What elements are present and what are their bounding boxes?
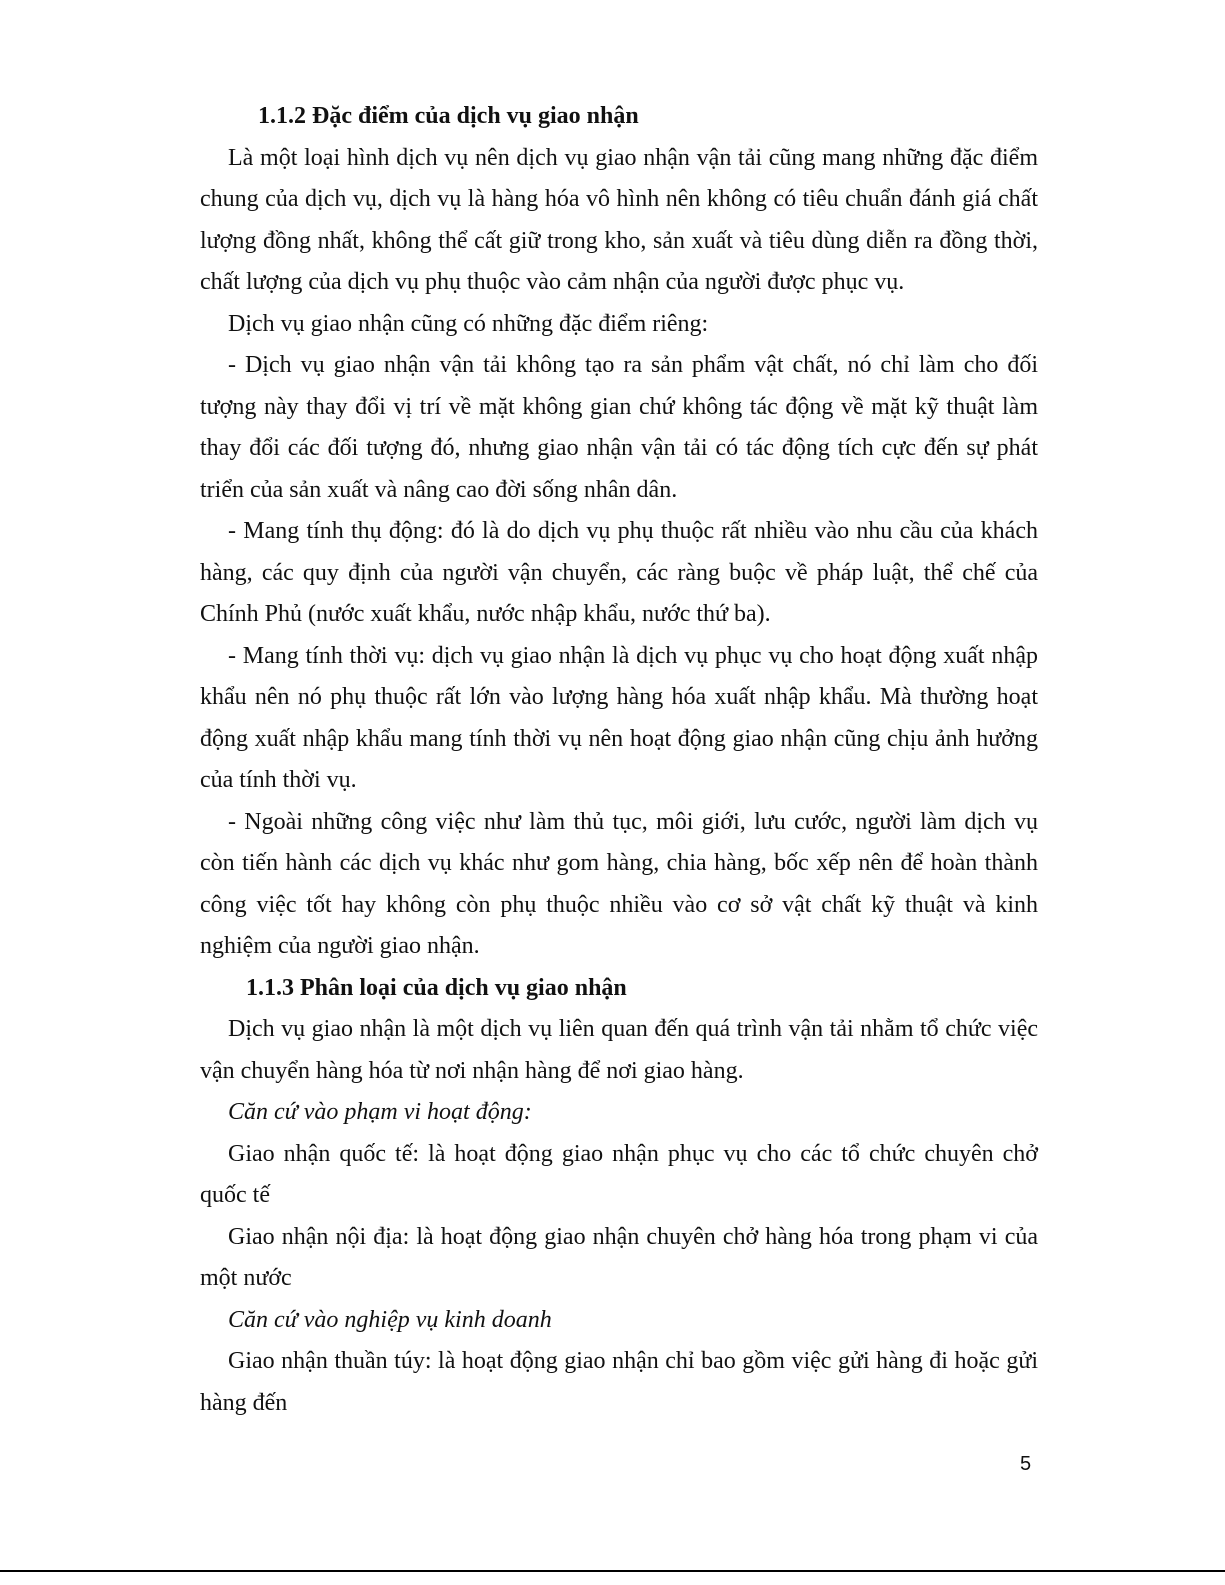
text-line: vận chuyển hàng hóa từ nơi nhận hàng để nơi giao hàng. xyxy=(200,1057,744,1084)
criterion-scope: Căn cứ vào phạm vi hoạt động: xyxy=(228,1099,532,1125)
text-line: tượng này thay đổi vị trí về mặt không gian chứ không tác động về mặt kỹ thuật làm xyxy=(200,393,1038,420)
text-line: của tính thời vụ. xyxy=(200,767,357,793)
text-line: lượng đồng nhất, không thể cất giữ trong kho, sản xuất và tiêu dùng diễn ra đồng thời, xyxy=(200,227,1038,254)
text-line: Chính Phủ (nước xuất khẩu, nước nhập khẩu, nước thứ ba). xyxy=(200,601,771,627)
paragraph-classification-intro xyxy=(200,1009,1038,1092)
bullet-seasonal xyxy=(200,636,1038,802)
text-line: Giao nhận quốc tế: là hoạt động giao nhận phục vụ cho các tổ chức chuyên chở xyxy=(228,1140,1038,1167)
text-line: còn tiến hành các dịch vụ khác như gom hàng, chia hàng, bốc xếp nên để hoàn thành xyxy=(200,850,1038,876)
page-number: 5 xyxy=(1020,1453,1032,1475)
text-line: chung của dịch vụ, dịch vụ là hàng hóa vô hình nên không có tiêu chuẩn đánh giá chất xyxy=(200,186,1038,212)
bullet-other-services xyxy=(200,802,1038,968)
text-line: - Mang tính thụ động: đó là do dịch vụ phụ thuộc rất nhiều vào nhu cầu của khách xyxy=(228,518,1038,544)
paragraph-intro xyxy=(200,138,1038,304)
text-line: thay đổi các đối tượng đó, nhưng giao nhận vận tải có tác động tích cực đến sự phát xyxy=(200,435,1038,461)
text-line: hàng đến xyxy=(200,1389,288,1416)
text-line: - Dịch vụ giao nhận vận tải không tạo ra sản phẩm vật chất, nó chỉ làm cho đối xyxy=(228,352,1038,378)
text-line: một nước xyxy=(200,1265,292,1291)
text-line: công việc tốt hay không còn phụ thuộc nhiều vào cơ sở vật chất kỹ thuật và kinh xyxy=(200,891,1038,918)
paragraph-pure-forwarding xyxy=(200,1341,1038,1424)
criterion-business: Căn cứ vào nghiệp vụ kinh doanh xyxy=(228,1306,552,1333)
text-line: Là một loại hình dịch vụ nên dịch vụ giao nhận vận tải cũng mang những đặc điểm xyxy=(228,144,1038,171)
document-body xyxy=(200,96,1038,1424)
text-line: Giao nhận thuần túy: là hoạt động giao nhận chỉ bao gồm việc gửi hàng đi hoặc gửi xyxy=(228,1348,1038,1374)
text-line: quốc tế xyxy=(200,1182,270,1208)
paragraph-domestic xyxy=(200,1217,1038,1300)
text-line: triển của sản xuất và nâng cao đời sống nhân dân. xyxy=(200,476,678,503)
section-heading-1-1-2: 1.1.2 Đặc điểm của dịch vụ giao nhận xyxy=(258,103,639,129)
paragraph-special-features: Dịch vụ giao nhận cũng có những đặc điểm riêng: xyxy=(228,310,709,337)
section-heading-1-1-3: 1.1.3 Phân loại của dịch vụ giao nhận xyxy=(246,974,627,1001)
text-line: Giao nhận nội địa: là hoạt động giao nhận chuyên chở hàng hóa trong phạm vi của xyxy=(228,1223,1038,1250)
bullet-non-material xyxy=(200,345,1038,511)
text-line: chất lượng của dịch vụ phụ thuộc vào cảm nhận của người được phục vụ. xyxy=(200,269,905,295)
text-line: nghiệm của người giao nhận. xyxy=(200,933,480,959)
text-line: khẩu nên nó phụ thuộc rất lớn vào lượng hàng hóa xuất nhập khẩu. Mà thường hoạt xyxy=(200,684,1038,710)
text-line: hàng, các quy định của người vận chuyển, các ràng buộc về pháp luật, thể chế của xyxy=(200,559,1038,586)
text-line: - Ngoài những công việc như làm thủ tục, môi giới, lưu cước, người làm dịch vụ xyxy=(228,808,1038,835)
text-line: - Mang tính thời vụ: dịch vụ giao nhận là dịch vụ phục vụ cho hoạt động xuất nhập xyxy=(228,642,1038,669)
footer-divider xyxy=(0,1570,1225,1572)
paragraph-international xyxy=(200,1134,1038,1217)
text-line: động xuất nhập khẩu mang tính thời vụ nên hoạt động giao nhận cũng chịu ảnh hưởng xyxy=(200,725,1038,752)
text-line: Dịch vụ giao nhận là một dịch vụ liên quan đến quá trình vận tải nhằm tổ chức việc xyxy=(228,1016,1038,1042)
bullet-passive xyxy=(200,511,1038,636)
